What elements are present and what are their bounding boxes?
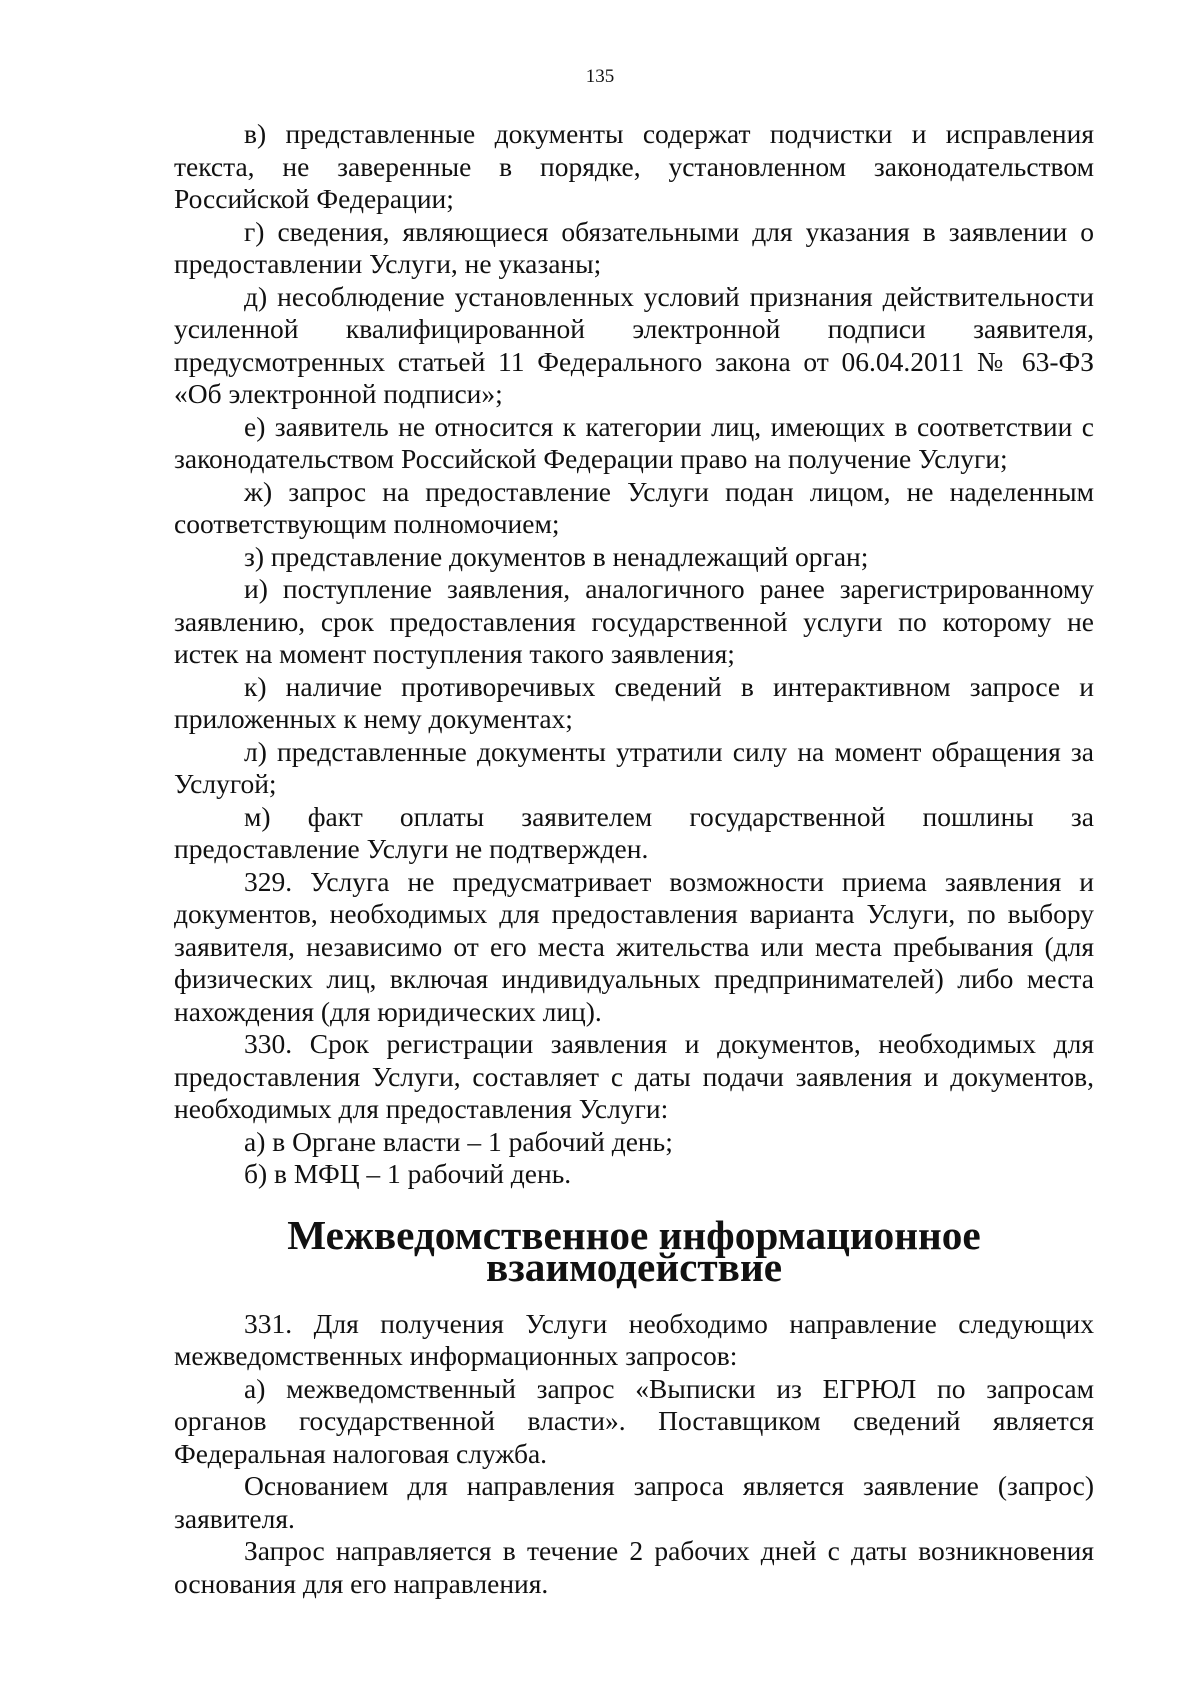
- paragraph-330: 330. Срок регистрации заявления и документов, необходимых для предоставления Услуги, составляет с даты подачи заявления и документов, необходимых для предоставления Услуги:: [174, 1028, 1094, 1124]
- paragraph-331-a: а) межведомственный запрос «Выписки из ЕГРЮЛ по запросам органов государственной власти». Поставщиком сведений является Федеральная налоговая служба.: [174, 1372, 1094, 1469]
- paragraph-item-z: з) представление документов в ненадлежащий орган;: [244, 540, 869, 572]
- paragraph-329: 329. Услуга не предусматривает возможности приема заявления и документов, необходимых для предоставления варианта Услуги, по выбору заявителя, независимо от его места жительства или места пребывания (для физических лиц, включая индивидуальных предпринимателей) либо места нахождения (для юридических лиц).: [174, 865, 1094, 1027]
- paragraph-item-i: и) поступление заявления, аналогичного ранее зарегистрированному заявлению, срок предоставления государственной услуги по которому не истек на момент поступления такого заявления;: [174, 573, 1094, 669]
- document-body: [174, 118, 1094, 1600]
- paragraph-330-a: а) в Органе власти – 1 рабочий день;: [244, 1125, 673, 1157]
- paragraph-request-deadline: Запрос направляется в течение 2 рабочих дней с даты возникновения основания для его направления.: [174, 1535, 1094, 1599]
- page-number: 135: [585, 66, 615, 87]
- paragraph-item-m: м) факт оплаты заявителем государственной пошлины за предоставление Услуги не подтвержден.: [174, 800, 1094, 864]
- paragraph-item-e: е) заявитель не относится к категории лиц, имеющих в соответствии с законодательством Российской Федерации право на получение Услуги;: [174, 410, 1094, 474]
- paragraph-item-k: к) наличие противоречивых сведений в интерактивном запросе и приложенных к нему документах;: [174, 670, 1094, 734]
- paragraph-request-basis: Основанием для направления запроса является заявление (запрос) заявителя.: [174, 1470, 1094, 1534]
- paragraph-item-l: л) представленные документы утратили силу на момент обращения за Услугой;: [174, 735, 1094, 799]
- paragraph-item-g: г) сведения, являющиеся обязательными для указания в заявлении о предоставлении Услуги, не указаны;: [174, 215, 1094, 279]
- section-heading: Межведомственное информационное взаимодействие: [287, 1211, 981, 1290]
- paragraph-item-d: д) несоблюдение установленных условий признания действительности усиленной квалифицированной электронной подписи заявителя, предусмотренных статьей 11 Федерального закона от 06.04.2011 № 63-ФЗ «Об электронной подписи»;: [174, 280, 1094, 409]
- paragraph-item-zh: ж) запрос на предоставление Услуги подан лицом, не наделенным соответствующим полномочием;: [174, 475, 1094, 539]
- paragraph-331: 331. Для получения Услуги необходимо направление следующих межведомственных информационных запросов:: [174, 1307, 1094, 1371]
- paragraph-330-b: б) в МФЦ – 1 рабочий день.: [244, 1158, 572, 1189]
- paragraph-item-v: в) представленные документы содержат подчистки и исправления текста, не заверенные в порядке, установленном законодательством Российской Федерации;: [174, 118, 1094, 214]
